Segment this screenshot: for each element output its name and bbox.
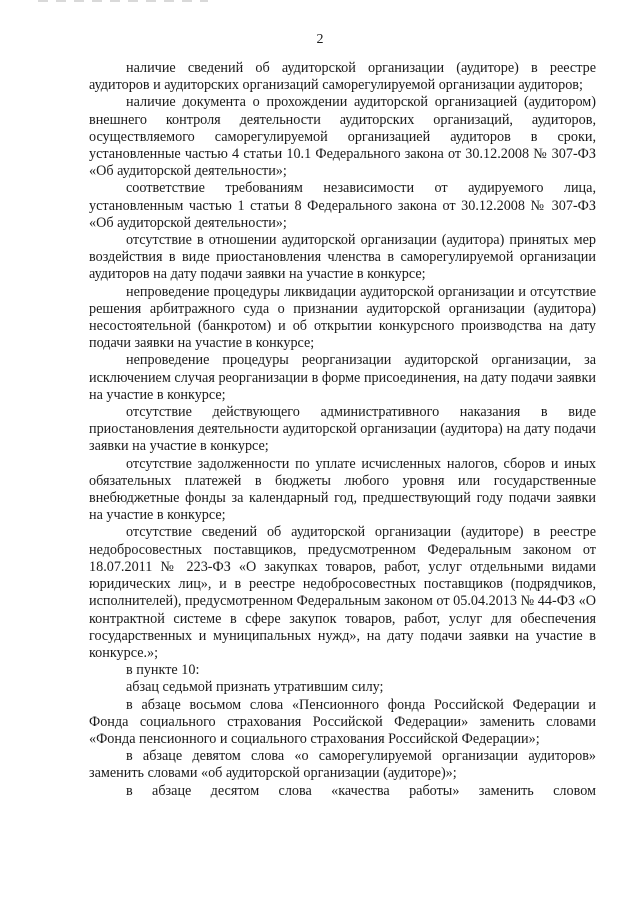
paragraph: в абзаце десятом слова «качества работы» заменить словом — [126, 782, 596, 799]
paragraph: в абзаце восьмом слова «Пенсионного фонда Российской Федерации и Фонда социального страхования Российской Федерации» заменить словами «Фонда пенсионного и социального страхования Российской Федерации»; — [89, 696, 596, 747]
paragraph: абзац седьмой признать утратившим силу; — [126, 679, 384, 696]
paragraph: наличие документа о прохождении аудиторской организацией (аудитором) внешнего контроля деятельности аудиторских организаций, аудиторов, осуществляемого саморегулируемой организацией аудиторов в сроки, установленные частью 4 статьи 10.1 Федерального закона от 30.12.2008 № 307-ФЗ «Об аудиторской деятельности»; — [89, 94, 596, 180]
paragraph: непроведение процедуры ликвидации аудиторской организации и отсутствие решения арбитражного суда о признании аудиторской организации (аудитора) несостоятельной (банкротом) и об открытии конкурсного производства на дату подачи заявки на участие в конкурсе; — [89, 283, 596, 352]
document-body — [89, 60, 596, 800]
paragraph: отсутствие задолженности по уплате исчисленных налогов, сборов и иных обязательных платежей в бюджеты любого уровня или государственные внебюджетные фонды за календарный год, предшествующий году подачи заявки на участие в конкурсе; — [89, 455, 596, 524]
page-number: 2 — [316, 32, 324, 47]
paragraph: отсутствие сведений об аудиторской организации (аудиторе) в реестре недобросовестных поставщиков, предусмотренном Федеральным законом от 18.07.2011 № 223-ФЗ «О закупках товаров, работ, услуг отдельными видами юридических лиц», и в реестре недобросовестных поставщиков (подрядчиков, исполнителей), предусмотренном Федеральным законом от 05.04.2013 № 44-ФЗ «О контрактной системе в сфере закупок товаров, работ, услуг для обеспечения государственных и муниципальных нужд», на дату подачи заявки на участие в конкурсе.»; — [89, 524, 596, 661]
paragraph: в абзаце девятом слова «о саморегулируемой организации аудиторов» заменить словами «об аудиторской организации (аудиторе)»; — [89, 748, 596, 782]
paragraph: непроведение процедуры реорганизации аудиторской организации, за исключением случая реорганизации в форме присоединения, на дату подачи заявки на участие в конкурсе; — [89, 352, 596, 403]
paragraph: наличие сведений об аудиторской организации (аудиторе) в реестре аудиторов и аудиторских организаций саморегулируемой организации аудиторов; — [89, 60, 596, 94]
paragraph: отсутствие действующего административного наказания в виде приостановления деятельности аудиторской организации (аудитора) на дату подачи заявки на участие в конкурсе; — [89, 404, 596, 455]
scan-artifact — [38, 0, 208, 2]
paragraph: в пункте 10: — [126, 662, 200, 679]
paragraph: отсутствие в отношении аудиторской организации (аудитора) принятых мер воздействия в виде приостановления членства в саморегулируемой организации аудиторов на дату подачи заявки на участие в конкурсе; — [89, 232, 596, 283]
paragraph: соответствие требованиям независимости от аудируемого лица, установленным частью 1 статьи 8 Федерального закона от 30.12.2008 № 307-ФЗ «Об аудиторской деятельности»; — [89, 180, 596, 231]
